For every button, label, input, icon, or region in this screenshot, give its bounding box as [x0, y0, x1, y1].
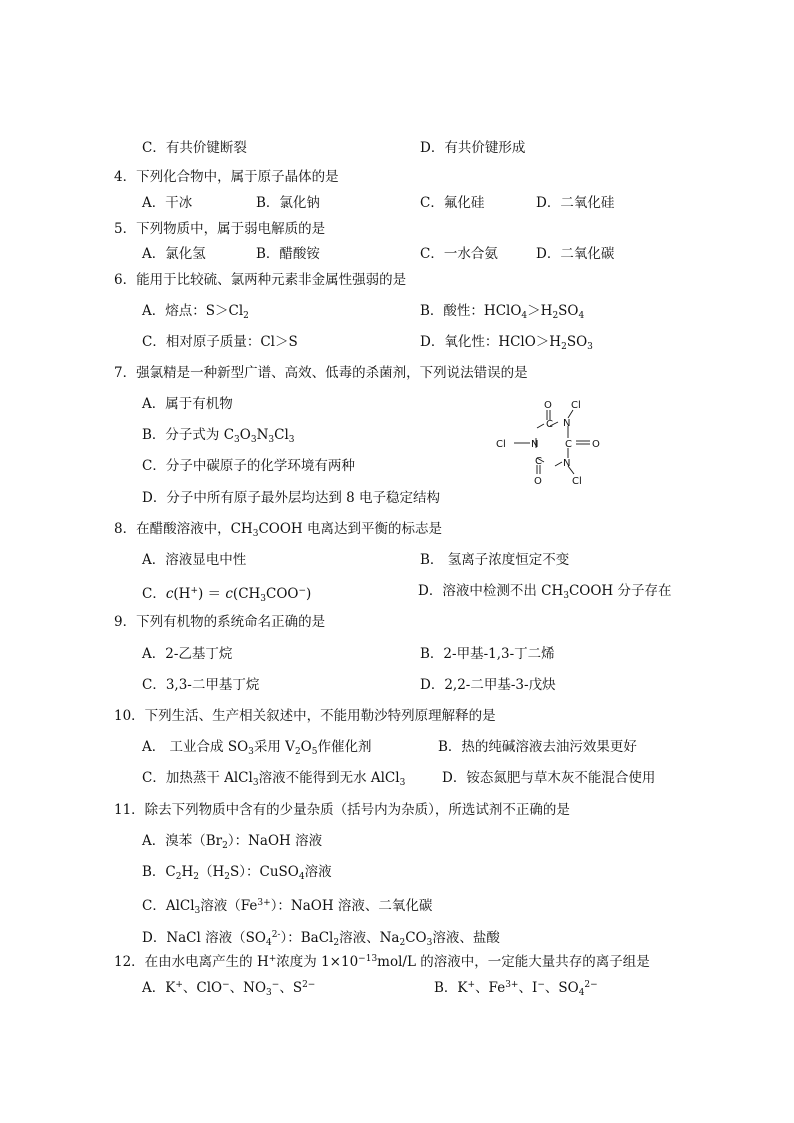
q9-option-d: D．2,2-二甲基-3-戊炔 [420, 677, 556, 693]
q6-option-a: A．熔点：$S>Cl_2$ [142, 303, 249, 321]
atom-label-c-bottom: C [535, 456, 542, 467]
q4-stem: 4．下列化合物中，属于原子晶体的是 [114, 169, 339, 185]
q4-option-b: B．氯化钠 [256, 195, 320, 211]
atom-label-o-top: O [544, 400, 552, 411]
q7-stem: 7．强氯精是一种新型广谱、高效、低毒的杀菌剂，下列说法错误的是 [114, 365, 528, 381]
q12-option-a: A．K+、ClO−、$NO_3^-$、$S^{2-}$ [142, 980, 316, 998]
q8-option-a: A．溶液显电中性 [142, 552, 247, 568]
q9-option-c: C．3,3-二甲基丁烷 [142, 677, 260, 693]
q4-option-a: A．干冰 [142, 195, 193, 211]
q6-stem: 6．能用于比较硫、氯两种元素非金属性强弱的是 [114, 272, 407, 288]
q9-option-a: A．2-乙基丁烷 [142, 646, 233, 662]
atom-label-o-bottom: O [534, 476, 542, 486]
q10-option-d: D．铵态氮肥与草木灰不能混合使用 [442, 770, 656, 786]
atom-label-o-right: O [592, 439, 600, 450]
q5-option-d: D．二氧化碳 [536, 246, 615, 262]
q11-option-d: D．NaCl 溶液$(SO_4^{2-})$：BaCl$_2$溶液、$Na_2CO_3$溶液、盐酸 [142, 930, 500, 948]
q5-option-a: A．氯化氢 [142, 246, 206, 262]
q10-option-c: C．加热蒸干 AlCl$_3$溶液不能得到无水 AlCl$_3$ [142, 770, 406, 788]
q3-option-c: C．有共价键断裂 [142, 140, 247, 156]
q5-stem: 5．下列物质中，属于弱电解质的是 [114, 221, 326, 237]
atom-label-n-left: N [531, 439, 539, 450]
q11-option-a: A．溴苯$(Br_2)$：NaOH 溶液 [142, 833, 323, 851]
q10-stem: 10．下列生活、生产相关叙述中，不能用勒沙特列原理解释的是 [114, 708, 496, 724]
q3-option-d: D．有共价键形成 [420, 140, 526, 156]
q9-option-b: B．2-甲基-1,3-丁二烯 [420, 646, 555, 662]
q5-option-b: B．醋酸铵 [256, 246, 320, 262]
q6-option-d: D．氧化性：$HClO>H_2SO_3$ [420, 334, 593, 352]
q7-option-a: A．属于有机物 [142, 396, 233, 412]
atom-label-c-right: C [565, 439, 572, 450]
q8-option-c: C．$c(H^+) = c(CH_3COO^-)$ [142, 586, 312, 604]
q11-stem: 11．除去下列物质中含有的少量杂质（括号内为杂质），所选试剂不正确的是 [114, 802, 570, 818]
atom-label-n-top: N [563, 418, 571, 429]
q10-option-b: B．热的纯碱溶液去油污效果更好 [438, 739, 637, 755]
q8-option-d: D．溶液中检测不出 $CH_3COOH$ 分子存在 [418, 583, 672, 601]
q5-option-c: C．一水合氨 [420, 246, 498, 262]
atom-label-c-top: C [546, 419, 553, 430]
q7-option-d: D．分子中所有原子最外层均达到 8 电子稳定结构 [142, 490, 440, 506]
q7-option-b: B．分子式为 $C_3O_3N_3Cl_3$ [142, 427, 295, 445]
trichloroisocyanuric-acid-structure [492, 398, 610, 486]
q12-option-b: B．K+、$Fe^{3+}$、I−、$SO_4^{2-}$ [434, 980, 598, 998]
atom-label-cl-bottom: Cl [572, 476, 582, 486]
q11-option-b: B．$C_2H_2(H_2S)$：CuSO$_4$溶液 [142, 864, 332, 882]
q12-stem: 12．在由水电离产生的 H+浓度为 $1\times 10^{-13}mol/L$ 的溶液中，一定能大量共存的离子组是 [114, 954, 650, 970]
atom-label-cl-left: Cl [496, 439, 506, 450]
atom-label-cl-top: Cl [571, 400, 581, 411]
q4-option-c: C．氟化硅 [420, 195, 485, 211]
q9-stem: 9．下列有机物的系统命名正确的是 [114, 614, 326, 630]
q6-option-c: C．相对原子质量：Cl＞S [142, 334, 298, 350]
q7-option-c: C．分子中碳原子的化学环境有两种 [142, 458, 355, 474]
q4-option-d: D．二氧化硅 [536, 195, 615, 211]
q8-option-b: B． 氢离子浓度恒定不变 [420, 552, 570, 568]
atom-label-n-bottom: N [563, 458, 571, 469]
q11-option-c: C．AlCl$_3$溶液$(Fe^{3+})$：NaOH 溶液、二氧化碳 [142, 898, 433, 916]
q8-stem: 8．在醋酸溶液中，$CH_3COOH$ 电离达到平衡的标志是 [114, 521, 442, 539]
q6-option-b: B．酸性：$HClO_4>H_2SO_4$ [420, 303, 585, 321]
q10-option-a: A． 工业合成 $SO_3$采用 $V_2O_5$作催化剂 [142, 739, 372, 757]
